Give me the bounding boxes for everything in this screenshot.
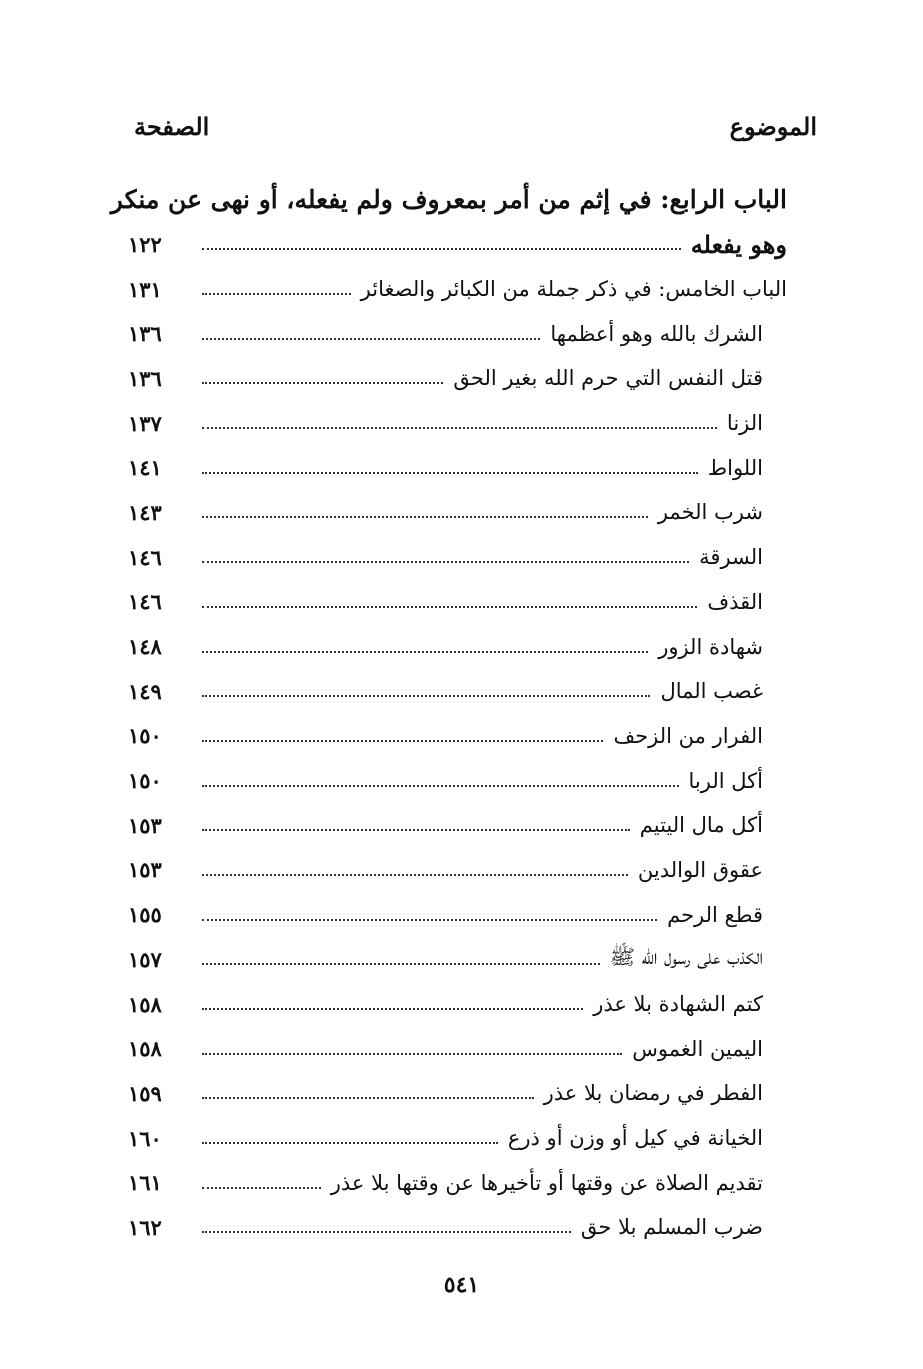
- leader-dots: [202, 740, 603, 742]
- toc-entry[interactable]: [128, 1116, 787, 1161]
- toc-entry-page: ١٢٢: [128, 231, 162, 257]
- toc-entry-title: اليمين الغموس: [632, 1036, 763, 1061]
- toc-entry[interactable]: [128, 714, 787, 759]
- toc-entry-title: قتل النفس التي حرم الله بغير الحق: [453, 366, 763, 391]
- leader-dots: [202, 382, 443, 384]
- toc-entry-page: ١٤٦: [128, 589, 162, 615]
- toc-entry-title: شهادة الزور: [658, 634, 763, 659]
- leader-dots: [202, 919, 657, 921]
- toc-entry-title: الفطر في رمضان بلا عذر: [543, 1081, 763, 1106]
- toc-entry-title: الكذب على رسول الله ﷺ: [609, 944, 763, 969]
- toc-entry-title: اللواط: [707, 455, 763, 480]
- toc-entry[interactable]: [128, 535, 787, 580]
- leader-dots: [202, 651, 648, 653]
- toc-entry[interactable]: [128, 669, 787, 714]
- table-of-contents: [110, 178, 787, 1250]
- leader-dots: [202, 293, 351, 295]
- toc-entry-page: ١٦٢: [128, 1214, 162, 1240]
- toc-entry-title: ضرب المسلم بلا حق: [580, 1215, 763, 1240]
- toc-entry-title: الزنا: [726, 411, 763, 436]
- leader-dots: [202, 1187, 321, 1189]
- toc-entry[interactable]: [128, 1205, 787, 1250]
- toc-entry[interactable]: [128, 445, 787, 490]
- toc-entry-page: ١٤١: [128, 455, 162, 481]
- page-number: ٥٤١: [443, 1272, 480, 1298]
- toc-entry-title: القذف: [707, 589, 763, 614]
- toc-entry-page: ١٤٩: [128, 678, 162, 704]
- toc-entry-page: ١٦١: [128, 1170, 162, 1196]
- toc-entry-page: ١٣٦: [128, 365, 162, 391]
- toc-entry[interactable]: [128, 937, 787, 982]
- chapter-4-title-line1: الباب الرابع: في إثم من أمر بمعروف ولم يفعله، أو نهى عن منكر: [110, 185, 787, 214]
- toc-entry[interactable]: [128, 803, 787, 848]
- toc-entry[interactable]: [128, 1160, 787, 1205]
- leader-dots: [202, 695, 650, 697]
- toc-entry[interactable]: [128, 758, 787, 803]
- toc-entry[interactable]: [128, 1026, 787, 1071]
- toc-entry[interactable]: [128, 848, 787, 893]
- leader-dots: [202, 606, 697, 608]
- toc-entry-title: قطع الرحم: [667, 902, 763, 927]
- toc-entry-title: أكل مال اليتيم: [639, 813, 763, 838]
- toc-entry[interactable]: [128, 401, 787, 446]
- toc-entry-page: ١٥٣: [128, 857, 162, 883]
- toc-entry-page: ١٣٧: [128, 410, 162, 436]
- leader-dots: [202, 248, 681, 250]
- toc-entry-page: ١٥٥: [128, 902, 162, 928]
- toc-entry[interactable]: [128, 624, 787, 669]
- toc-entry-page: ١٤٦: [128, 544, 162, 570]
- leader-dots: [202, 874, 628, 876]
- toc-entry-page: ١٤٨: [128, 634, 162, 660]
- toc-entry-title: وهو يفعله: [690, 229, 787, 259]
- toc-entry-title: الشرك بالله وهو أعظمها: [550, 321, 763, 346]
- toc-entry-title: السرقة: [699, 545, 763, 570]
- toc-entry-page: ١٣٦: [128, 321, 162, 347]
- leader-dots: [202, 963, 600, 965]
- toc-entry-page: ١٣١: [128, 276, 162, 302]
- leader-dots: [202, 427, 717, 429]
- toc-entry[interactable]: [128, 892, 787, 937]
- toc-entry-page: ١٤٣: [128, 499, 162, 525]
- toc-entry-page: ١٥٧: [128, 946, 162, 972]
- leader-dots: [202, 1008, 583, 1010]
- toc-entry-chapter-4[interactable]: [128, 222, 787, 267]
- toc-entry-page: ١٥٨: [128, 1036, 162, 1062]
- page-column-header: الصفحة: [134, 112, 210, 141]
- toc-entry[interactable]: [128, 1071, 787, 1116]
- toc-entry-title: الفرار من الزحف: [613, 723, 763, 748]
- toc-entry-title: الباب الخامس: في ذكر جملة من الكبائر والصغائر: [360, 277, 787, 302]
- leader-dots: [202, 1097, 534, 1099]
- topic-column-header: الموضوع: [729, 112, 817, 141]
- toc-entry-title: الخيانة في كيل أو وزن أو ذرع: [507, 1126, 763, 1151]
- toc-entry[interactable]: [128, 580, 787, 625]
- leader-dots: [202, 561, 689, 563]
- toc-entry-page: ١٥٣: [128, 812, 162, 838]
- leader-dots: [202, 516, 648, 518]
- toc-entry-page: ١٥٠: [128, 768, 162, 794]
- toc-entry[interactable]: [128, 356, 787, 401]
- toc-entry-title: كتم الشهادة بلا عذر: [593, 992, 763, 1017]
- leader-dots: [202, 1231, 571, 1233]
- toc-entry-chapter-5[interactable]: [128, 267, 787, 312]
- toc-entry[interactable]: [128, 982, 787, 1027]
- leader-dots: [202, 829, 630, 831]
- toc-entry-title: أكل الربا: [688, 768, 763, 793]
- leader-dots: [202, 785, 679, 787]
- toc-entry-page: ١٥٩: [128, 1080, 162, 1106]
- toc-entry[interactable]: [128, 311, 787, 356]
- leader-dots: [202, 1053, 622, 1055]
- toc-entry-title: عقوق الوالدين: [637, 857, 763, 882]
- leader-dots: [202, 338, 540, 340]
- toc-entry[interactable]: [128, 490, 787, 535]
- leader-dots: [202, 472, 698, 474]
- leader-dots: [202, 1142, 498, 1144]
- toc-entry-title: شرب الخمر: [657, 500, 763, 525]
- toc-entry-title: تقديم الصلاة عن وقتها أو تأخيرها عن وقتها بلا عذر: [330, 1170, 763, 1195]
- toc-entry-page: ١٥٨: [128, 991, 162, 1017]
- toc-entry-page: ١٦٠: [128, 1125, 162, 1151]
- toc-entry-title: غصب المال: [660, 679, 763, 704]
- toc-entry-page: ١٥٠: [128, 723, 162, 749]
